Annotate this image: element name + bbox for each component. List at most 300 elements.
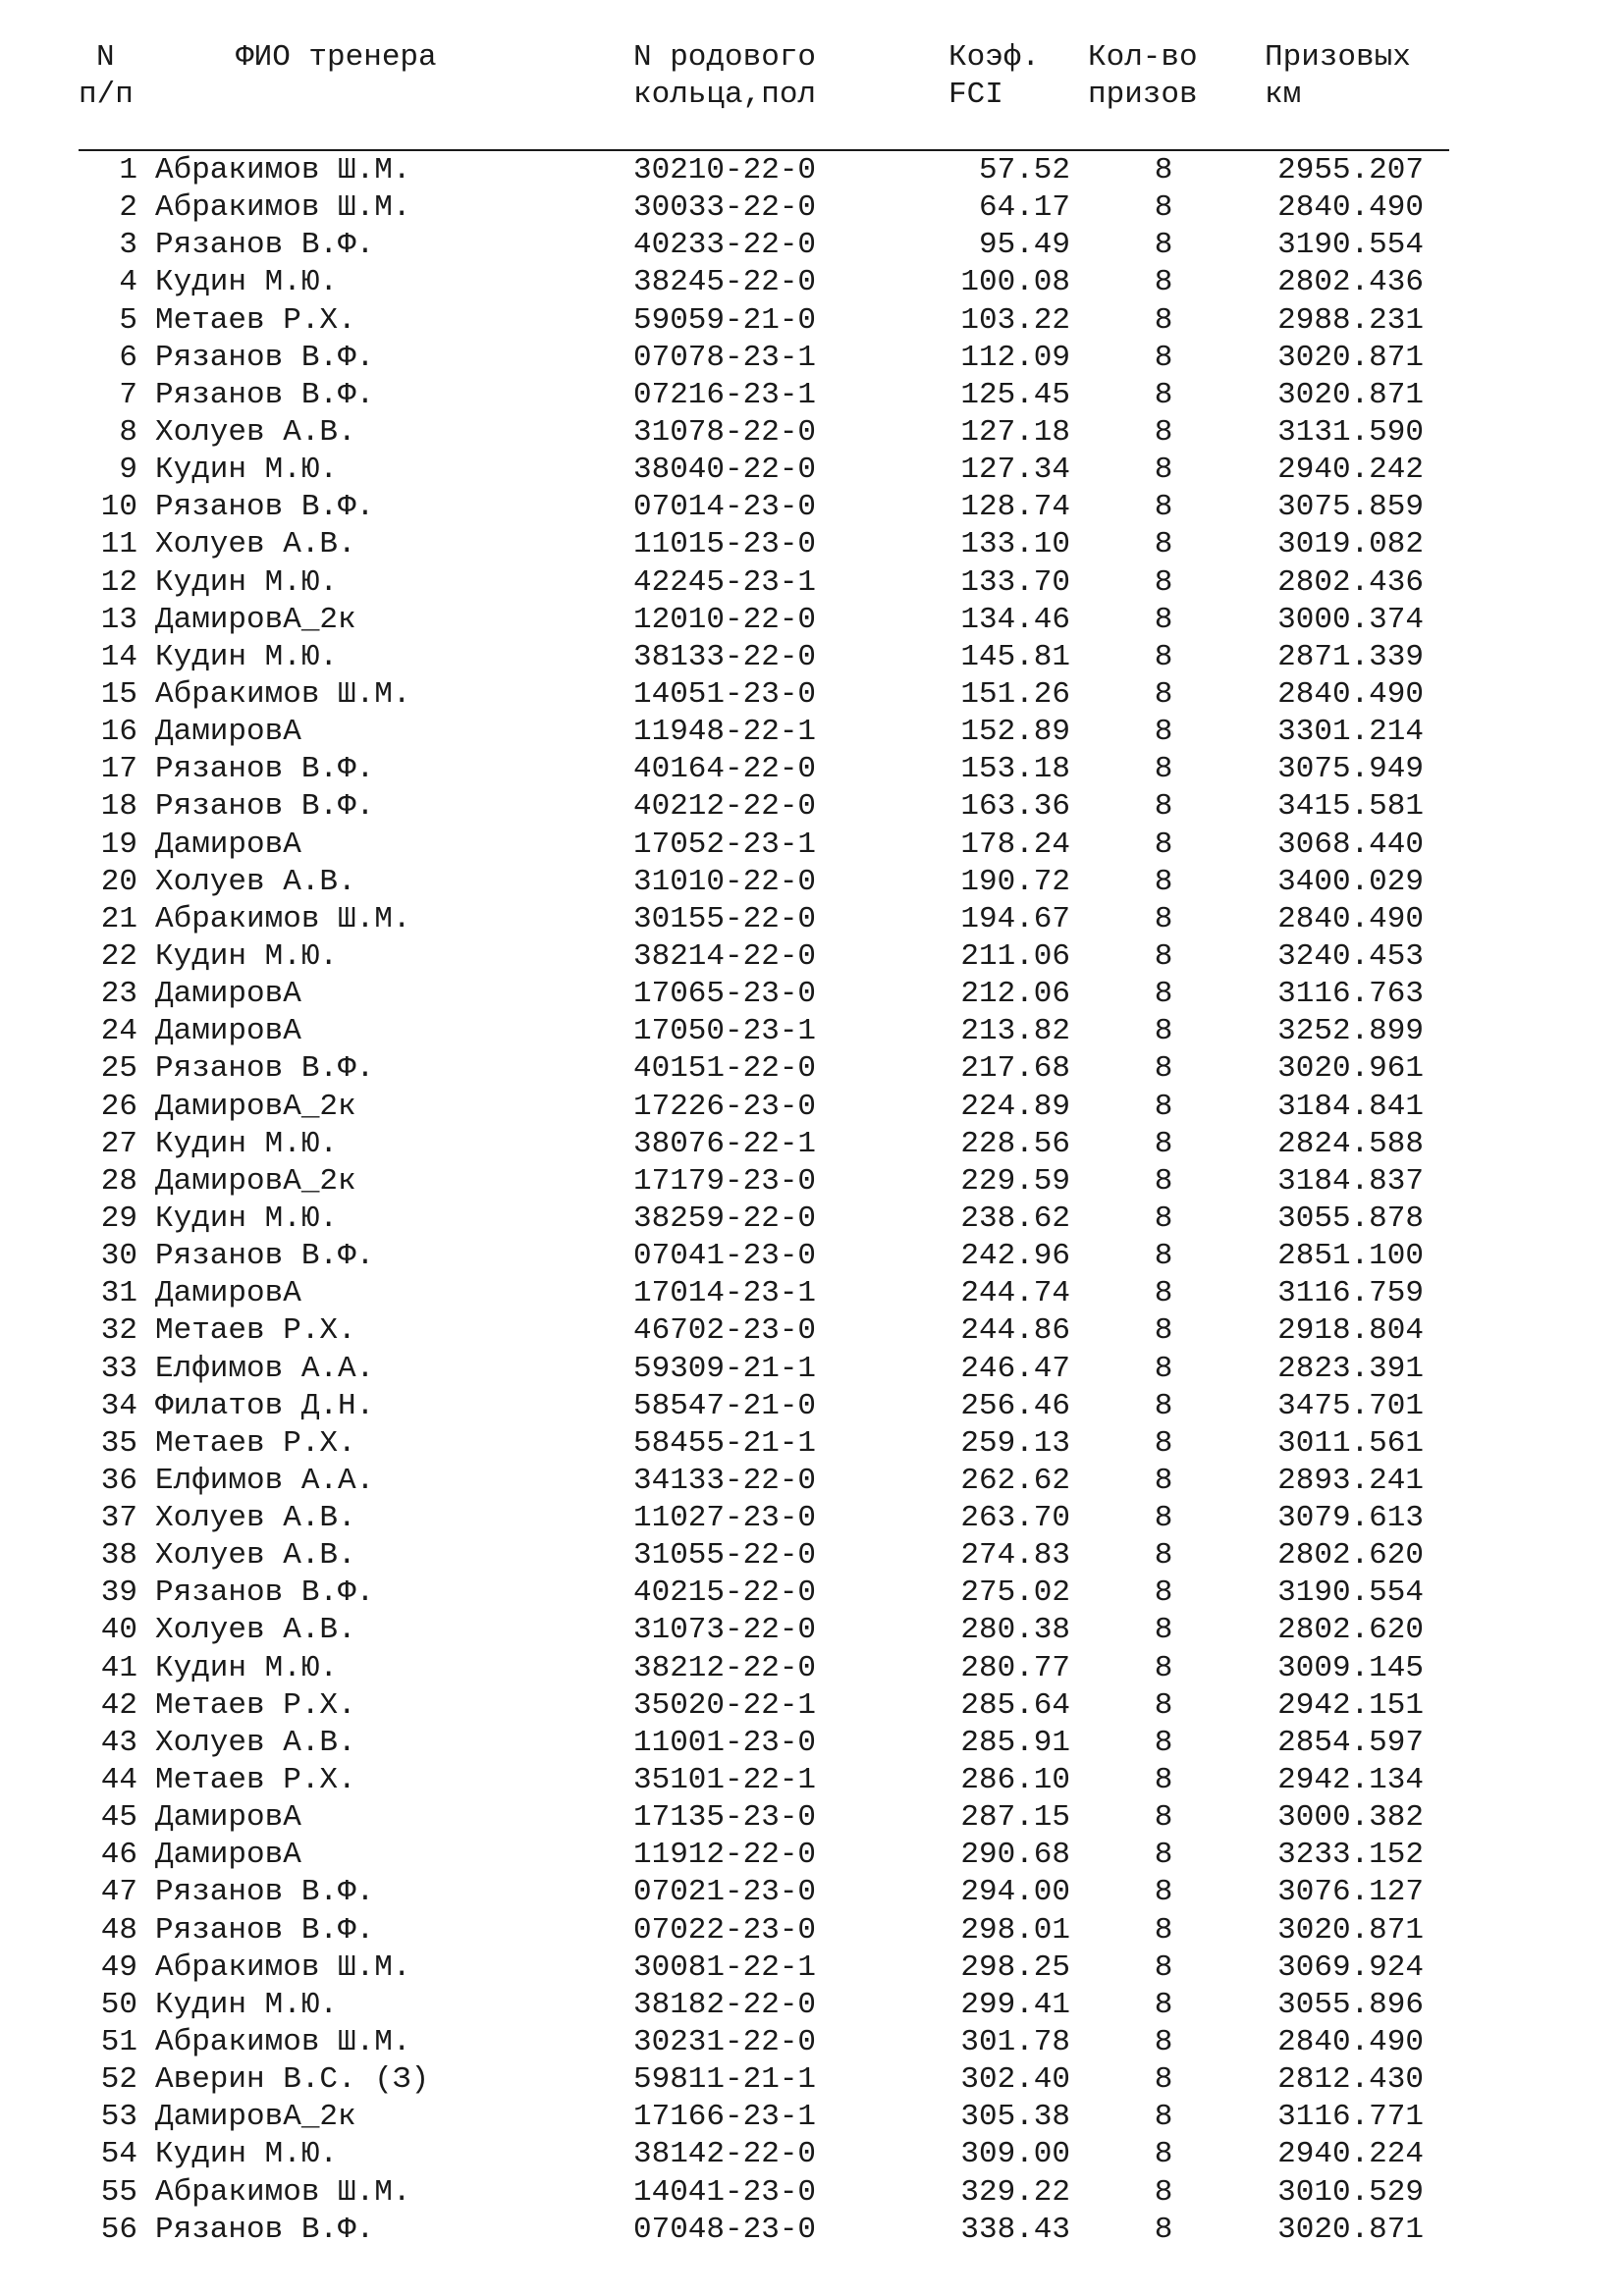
fci-coefficient: 95.49 [978, 228, 1070, 263]
row-number: 43 [100, 1725, 137, 1760]
table-row [0, 1275, 1624, 1312]
fci-coefficient: 125.45 [960, 377, 1070, 412]
trainer-name: Рязанов В.Ф. [155, 377, 375, 412]
prize-count: 8 [1154, 490, 1173, 525]
fci-coefficient: 309.00 [960, 2137, 1070, 2172]
row-number: 38 [100, 1538, 137, 1574]
ring-number: 07216-23-1 [633, 377, 817, 412]
table-row [0, 264, 1624, 301]
prize-count: 8 [1154, 1949, 1173, 1985]
prize-count: 8 [1154, 302, 1173, 338]
trainer-name: Метаев Р.Х. [155, 1687, 356, 1723]
ring-number: 38182-22-0 [633, 1987, 817, 2022]
fci-coefficient: 211.06 [960, 938, 1070, 974]
prize-count: 8 [1154, 2212, 1173, 2247]
ring-number: 30081-22-1 [633, 1949, 817, 1985]
table-row [0, 1388, 1624, 1425]
table-row [0, 1650, 1624, 1687]
prize-count: 8 [1154, 676, 1173, 712]
fci-coefficient: 259.13 [960, 1425, 1070, 1461]
prize-count: 8 [1154, 1163, 1173, 1199]
table-row [0, 1575, 1624, 1612]
fci-coefficient: 229.59 [960, 1163, 1070, 1199]
trainer-name: Рязанов В.Ф. [155, 490, 375, 525]
prize-count: 8 [1154, 1875, 1173, 1910]
row-number: 1 [119, 153, 137, 187]
fci-coefficient: 280.77 [960, 1650, 1070, 1685]
row-number: 10 [100, 490, 137, 525]
row-number: 50 [100, 1987, 137, 2022]
table-row [0, 2099, 1624, 2136]
row-number: 15 [100, 676, 137, 712]
ring-number: 30155-22-0 [633, 901, 817, 936]
prize-count: 8 [1154, 715, 1173, 750]
prize-km: 3020.961 [1277, 1051, 1424, 1087]
row-number: 16 [100, 715, 137, 750]
fci-coefficient: 287.15 [960, 1800, 1070, 1836]
prize-count: 8 [1154, 1313, 1173, 1349]
prize-km: 3020.871 [1277, 1912, 1424, 1948]
trainer-name: Холуев А.В. [155, 527, 356, 562]
ring-number: 58547-21-0 [633, 1388, 817, 1423]
table-row [0, 602, 1624, 639]
table-row [0, 564, 1624, 602]
fci-coefficient: 246.47 [960, 1351, 1070, 1386]
table-row [0, 1987, 1624, 2024]
fci-coefficient: 285.91 [960, 1725, 1070, 1760]
ring-number: 11912-22-0 [633, 1838, 817, 1873]
trainer-name: ДамировА [155, 1276, 301, 1311]
fci-coefficient: 64.17 [978, 190, 1070, 226]
row-number: 55 [100, 2174, 137, 2210]
fci-coefficient: 194.67 [960, 901, 1070, 936]
ring-number: 40233-22-0 [633, 228, 817, 263]
row-number: 44 [100, 1763, 137, 1798]
ring-number: 11027-23-0 [633, 1501, 817, 1536]
prize-count: 8 [1154, 864, 1173, 899]
prize-km: 3400.029 [1277, 864, 1424, 899]
row-number: 35 [100, 1425, 137, 1461]
prize-km: 2955.207 [1277, 153, 1424, 187]
table-row [0, 489, 1624, 526]
table-row [0, 1799, 1624, 1837]
table-row [0, 2061, 1624, 2099]
fci-coefficient: 305.38 [960, 2100, 1070, 2135]
prize-count: 8 [1154, 2174, 1173, 2210]
trainer-name: Рязанов В.Ф. [155, 340, 375, 375]
prize-km: 2802.436 [1277, 564, 1424, 600]
row-number: 19 [100, 827, 137, 862]
table-row [0, 1013, 1624, 1050]
ring-number: 38133-22-0 [633, 639, 817, 674]
prize-count: 8 [1154, 1425, 1173, 1461]
trainer-name: ДамировА [155, 715, 301, 750]
prize-km: 2824.588 [1277, 1126, 1424, 1161]
prize-count: 8 [1154, 1800, 1173, 1836]
prize-km: 3020.871 [1277, 340, 1424, 375]
fci-coefficient: 329.22 [960, 2174, 1070, 2210]
fci-coefficient: 151.26 [960, 676, 1070, 712]
prize-count: 8 [1154, 1126, 1173, 1161]
prize-count: 8 [1154, 527, 1173, 562]
fci-coefficient: 163.36 [960, 789, 1070, 825]
header-ring-line2: кольца,пол [633, 78, 817, 112]
prize-count: 8 [1154, 377, 1173, 412]
row-number: 46 [100, 1838, 137, 1873]
ring-number: 31055-22-0 [633, 1538, 817, 1574]
row-number: 14 [100, 639, 137, 674]
row-number: 2 [119, 190, 137, 226]
prize-km: 3069.924 [1277, 1949, 1424, 1985]
row-number: 8 [119, 414, 137, 450]
table-row [0, 2212, 1624, 2249]
prize-km: 2802.436 [1277, 265, 1424, 300]
prize-km: 3184.837 [1277, 1163, 1424, 1199]
trainer-name: ДамировА_2к [155, 2100, 356, 2135]
header-trainer-name: ФИО тренера [236, 40, 437, 75]
fci-coefficient: 212.06 [960, 977, 1070, 1012]
trainer-name: Кудин М.Ю. [155, 2137, 339, 2172]
prize-km: 3475.701 [1277, 1388, 1424, 1423]
trainer-name: Рязанов В.Ф. [155, 1875, 375, 1910]
table-row [0, 1762, 1624, 1799]
ring-number: 38212-22-0 [633, 1650, 817, 1685]
trainer-name: ДамировА [155, 1800, 301, 1836]
row-number: 4 [119, 265, 137, 300]
ring-number: 40215-22-0 [633, 1575, 817, 1611]
prize-count: 8 [1154, 1089, 1173, 1124]
fci-coefficient: 128.74 [960, 490, 1070, 525]
table-row [0, 1949, 1624, 1987]
prize-km: 2854.597 [1277, 1725, 1424, 1760]
header-n-line1: N [96, 40, 115, 75]
header-km-line2: км [1265, 78, 1302, 112]
row-number: 33 [100, 1351, 137, 1386]
prize-km: 3240.453 [1277, 938, 1424, 974]
ring-number: 12010-22-0 [633, 602, 817, 637]
prize-km: 3068.440 [1277, 827, 1424, 862]
header-prizes-line1: Кол-во [1088, 40, 1198, 75]
prize-count: 8 [1154, 1613, 1173, 1648]
prize-count: 8 [1154, 2137, 1173, 2172]
ring-number: 30033-22-0 [633, 190, 817, 226]
table-row [0, 976, 1624, 1013]
trainer-name: Кудин М.Ю. [155, 1987, 339, 2022]
prize-count: 8 [1154, 1838, 1173, 1873]
fci-coefficient: 134.46 [960, 602, 1070, 637]
table-row [0, 1351, 1624, 1388]
prize-count: 8 [1154, 1351, 1173, 1386]
prize-km: 3075.859 [1277, 490, 1424, 525]
table-row [0, 901, 1624, 938]
row-number: 17 [100, 752, 137, 787]
fci-coefficient: 280.38 [960, 1613, 1070, 1648]
row-number: 30 [100, 1239, 137, 1274]
table-row [0, 938, 1624, 976]
trainer-name: Кудин М.Ю. [155, 639, 339, 674]
table-row [0, 452, 1624, 489]
prize-count: 8 [1154, 827, 1173, 862]
fci-coefficient: 217.68 [960, 1051, 1070, 1087]
row-number: 25 [100, 1051, 137, 1087]
ring-number: 17226-23-0 [633, 1089, 817, 1124]
prize-count: 8 [1154, 1201, 1173, 1236]
table-row [0, 1500, 1624, 1537]
fci-coefficient: 285.64 [960, 1687, 1070, 1723]
fci-coefficient: 275.02 [960, 1575, 1070, 1611]
table-row [0, 1238, 1624, 1275]
trainer-name: Абракимов Ш.М. [155, 153, 411, 187]
fci-coefficient: 224.89 [960, 1089, 1070, 1124]
prize-km: 2942.151 [1277, 1687, 1424, 1723]
trainer-name: Елфимов А.А. [155, 1463, 375, 1498]
table-row [0, 227, 1624, 264]
row-number: 13 [100, 602, 137, 637]
trainer-name: Холуев А.В. [155, 414, 356, 450]
prize-count: 8 [1154, 1650, 1173, 1685]
prize-km: 3020.871 [1277, 377, 1424, 412]
table-row [0, 1725, 1624, 1762]
prize-km: 3184.841 [1277, 1089, 1424, 1124]
trainer-name: Аверин В.С. (З) [155, 2062, 430, 2098]
header-ring-line1: N родового [633, 40, 817, 75]
fci-coefficient: 152.89 [960, 715, 1070, 750]
table-row [0, 1050, 1624, 1088]
table-row [0, 1837, 1624, 1874]
prize-count: 8 [1154, 1987, 1173, 2022]
trainer-name: ДамировА_2к [155, 1163, 356, 1199]
header-km-line1: Призовых [1265, 40, 1411, 75]
prize-count: 8 [1154, 1014, 1173, 1049]
fci-coefficient: 263.70 [960, 1501, 1070, 1536]
trainer-name: Рязанов В.Ф. [155, 1051, 375, 1087]
prize-km: 2851.100 [1277, 1239, 1424, 1274]
header-divider [79, 149, 1449, 151]
row-number: 41 [100, 1650, 137, 1685]
prize-km: 2871.339 [1277, 639, 1424, 674]
fci-coefficient: 244.86 [960, 1313, 1070, 1349]
row-number: 22 [100, 938, 137, 974]
row-number: 39 [100, 1575, 137, 1611]
ring-number: 17135-23-0 [633, 1800, 817, 1836]
trainer-name: ДамировА [155, 977, 301, 1012]
row-number: 48 [100, 1912, 137, 1948]
row-number: 49 [100, 1949, 137, 1985]
fci-coefficient: 286.10 [960, 1763, 1070, 1798]
trainer-name: ДамировА_2к [155, 1089, 356, 1124]
prize-count: 8 [1154, 414, 1173, 450]
trainer-name: Рязанов В.Ф. [155, 1239, 375, 1274]
ring-number: 31073-22-0 [633, 1613, 817, 1648]
table-row [0, 2174, 1624, 2212]
table-row [0, 414, 1624, 452]
table-row [0, 526, 1624, 563]
ring-number: 17050-23-1 [633, 1014, 817, 1049]
ring-number: 46702-23-0 [633, 1313, 817, 1349]
prize-count: 8 [1154, 1463, 1173, 1498]
prize-km: 2840.490 [1277, 2025, 1424, 2060]
prize-km: 2802.620 [1277, 1613, 1424, 1648]
prize-km: 2918.804 [1277, 1313, 1424, 1349]
prize-count: 8 [1154, 1687, 1173, 1723]
prize-count: 8 [1154, 1388, 1173, 1423]
trainer-name: Холуев А.В. [155, 1501, 356, 1536]
ring-number: 34133-22-0 [633, 1463, 817, 1498]
trainer-name: Филатов Д.Н. [155, 1388, 375, 1423]
ring-number: 17065-23-0 [633, 977, 817, 1012]
table-row [0, 377, 1624, 414]
header-fci-line1: Коэф. [948, 40, 1041, 75]
fci-coefficient: 190.72 [960, 864, 1070, 899]
table-row [0, 1425, 1624, 1463]
row-number: 27 [100, 1126, 137, 1161]
table-row [0, 1612, 1624, 1649]
prize-count: 8 [1154, 1501, 1173, 1536]
ring-number: 07048-23-0 [633, 2212, 817, 2247]
trainer-name: Абракимов Ш.М. [155, 901, 411, 936]
prize-km: 2940.242 [1277, 453, 1424, 488]
fci-coefficient: 298.25 [960, 1949, 1070, 1985]
prize-km: 2988.231 [1277, 302, 1424, 338]
ring-number: 30231-22-0 [633, 2025, 817, 2060]
table-row [0, 1201, 1624, 1238]
trainer-name: Метаев Р.Х. [155, 1763, 356, 1798]
fci-coefficient: 145.81 [960, 639, 1070, 674]
prize-km: 3000.382 [1277, 1800, 1424, 1836]
trainer-name: Кудин М.Ю. [155, 1201, 339, 1236]
trainer-name: Абракимов Ш.М. [155, 2025, 411, 2060]
fci-coefficient: 127.18 [960, 414, 1070, 450]
prize-count: 8 [1154, 153, 1173, 187]
row-number: 7 [119, 377, 137, 412]
row-number: 37 [100, 1501, 137, 1536]
prize-count: 8 [1154, 789, 1173, 825]
prize-count: 8 [1154, 1538, 1173, 1574]
prize-count: 8 [1154, 190, 1173, 226]
table-row [0, 1126, 1624, 1163]
ring-number: 11015-23-0 [633, 527, 817, 562]
ring-number: 07078-23-1 [633, 340, 817, 375]
table-row [0, 152, 1624, 189]
table-row [0, 827, 1624, 864]
ring-number: 31078-22-0 [633, 414, 817, 450]
fci-coefficient: 298.01 [960, 1912, 1070, 1948]
header-fci-line2: FCI [948, 78, 1003, 112]
header-prizes-line2: призов [1088, 78, 1198, 112]
prize-km: 2840.490 [1277, 190, 1424, 226]
trainer-name: Абракимов Ш.М. [155, 676, 411, 712]
ring-number: 14051-23-0 [633, 676, 817, 712]
prize-count: 8 [1154, 977, 1173, 1012]
row-number: 20 [100, 864, 137, 899]
prize-km: 2942.134 [1277, 1763, 1424, 1798]
ring-number: 42245-23-1 [633, 564, 817, 600]
trainer-name: Кудин М.Ю. [155, 265, 339, 300]
prize-km: 3415.581 [1277, 789, 1424, 825]
trainer-name: Метаев Р.Х. [155, 1425, 356, 1461]
trainer-name: ДамировА [155, 1838, 301, 1873]
row-number: 31 [100, 1276, 137, 1311]
fci-coefficient: 338.43 [960, 2212, 1070, 2247]
table-row [0, 1874, 1624, 1911]
table-row [0, 639, 1624, 676]
prize-count: 8 [1154, 265, 1173, 300]
table-row [0, 676, 1624, 714]
prize-km: 3055.878 [1277, 1201, 1424, 1236]
row-number: 54 [100, 2137, 137, 2172]
prize-km: 3116.763 [1277, 977, 1424, 1012]
table-row [0, 2024, 1624, 2061]
table-row [0, 1687, 1624, 1725]
prize-count: 8 [1154, 2025, 1173, 2060]
table-row [0, 1912, 1624, 1949]
prize-count: 8 [1154, 1051, 1173, 1087]
prize-km: 3010.529 [1277, 2174, 1424, 2210]
prize-km: 2802.620 [1277, 1538, 1424, 1574]
row-number: 18 [100, 789, 137, 825]
prize-km: 3079.613 [1277, 1501, 1424, 1536]
row-number: 45 [100, 1800, 137, 1836]
trainer-name: ДамировА [155, 1014, 301, 1049]
trainer-name: Метаев Р.Х. [155, 1313, 356, 1349]
row-number: 32 [100, 1313, 137, 1349]
row-number: 6 [119, 340, 137, 375]
prize-km: 3252.899 [1277, 1014, 1424, 1049]
fci-coefficient: 133.70 [960, 564, 1070, 600]
trainer-name: Холуев А.В. [155, 1725, 356, 1760]
ring-number: 30210-22-0 [633, 153, 817, 187]
row-number: 3 [119, 228, 137, 263]
trainer-name: ДамировА [155, 827, 301, 862]
table-row [0, 788, 1624, 826]
ring-number: 38214-22-0 [633, 938, 817, 974]
trainer-name: Рязанов В.Ф. [155, 752, 375, 787]
prize-km: 3190.554 [1277, 1575, 1424, 1611]
trainer-name: Абракимов Ш.М. [155, 190, 411, 226]
row-number: 34 [100, 1388, 137, 1423]
prize-count: 8 [1154, 340, 1173, 375]
prize-km: 3019.082 [1277, 527, 1424, 562]
ring-number: 07014-23-0 [633, 490, 817, 525]
prize-km: 3131.590 [1277, 414, 1424, 450]
prize-count: 8 [1154, 2062, 1173, 2098]
ring-number: 38142-22-0 [633, 2137, 817, 2172]
ring-number: 38076-22-1 [633, 1126, 817, 1161]
fci-coefficient: 153.18 [960, 752, 1070, 787]
table-row [0, 1312, 1624, 1350]
row-number: 12 [100, 564, 137, 600]
fci-coefficient: 302.40 [960, 2062, 1070, 2098]
trainer-name: Абракимов Ш.М. [155, 1949, 411, 1985]
table-row [0, 2136, 1624, 2173]
ring-number: 59811-21-1 [633, 2062, 817, 2098]
row-number: 42 [100, 1687, 137, 1723]
row-number: 11 [100, 527, 137, 562]
prize-km: 2840.490 [1277, 901, 1424, 936]
ring-number: 17179-23-0 [633, 1163, 817, 1199]
ring-number: 07041-23-0 [633, 1239, 817, 1274]
ring-number: 38040-22-0 [633, 453, 817, 488]
row-number: 36 [100, 1463, 137, 1498]
fci-coefficient: 133.10 [960, 527, 1070, 562]
prize-count: 8 [1154, 228, 1173, 263]
prize-count: 8 [1154, 901, 1173, 936]
fci-coefficient: 127.34 [960, 453, 1070, 488]
table-row [0, 1537, 1624, 1575]
prize-km: 3011.561 [1277, 1425, 1424, 1461]
ring-number: 31010-22-0 [633, 864, 817, 899]
fci-coefficient: 262.62 [960, 1463, 1070, 1498]
